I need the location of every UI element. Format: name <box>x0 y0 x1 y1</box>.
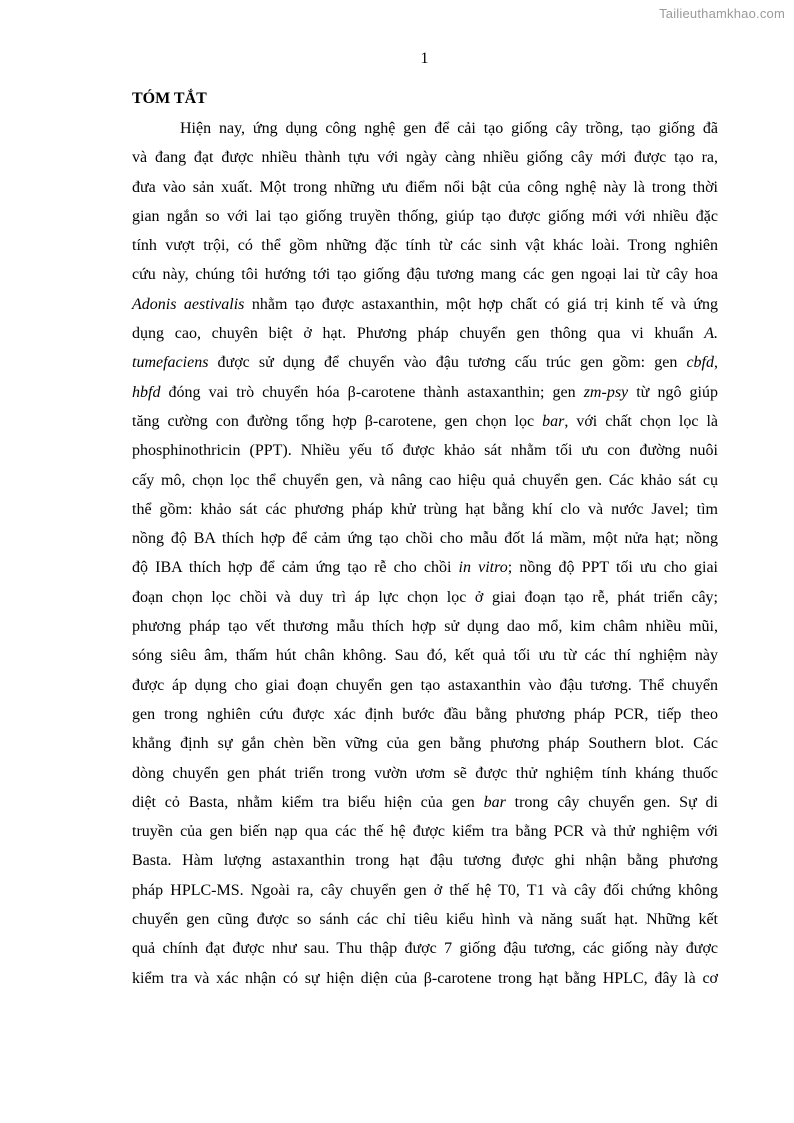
text-line <box>132 407 718 436</box>
italic-term: A. <box>704 325 718 343</box>
text-segment: phosphinothricin (PPT). Nhiều yếu tố được khảo sát nhằm tối ưu con đường nuôi <box>132 442 718 460</box>
text-line <box>132 964 718 993</box>
text-line <box>132 641 718 670</box>
italic-term: tumefaciens <box>132 354 209 372</box>
text-segment: Hiện nay, ứng dụng công nghệ gen để cải tạo giống cây trồng, tạo giống đã <box>180 120 718 137</box>
text-segment: dụng cao, chuyên biệt ở hạt. Phương pháp chuyển gen thông qua vi khuẩn <box>132 325 705 343</box>
text-line <box>132 260 718 289</box>
text-segment: và đang đạt được nhiều thành tựu với ngày càng nhiều giống cây mới được tạo ra, <box>132 149 718 167</box>
text-segment: phương pháp tạo vết thương mẫu thích hợp sử dụng dao mổ, kim châm nhiều mũi, <box>132 618 718 636</box>
text-line <box>132 934 718 963</box>
text-line <box>132 583 718 612</box>
text-line <box>132 202 718 231</box>
text-segment: chuyển gen cũng được so sánh các chỉ tiêu kiểu hình và năng suất hạt. Những kết <box>132 911 718 929</box>
text-segment: nhằm tạo được astaxanthin, một hợp chất có giá trị kinh tế và ứng <box>244 295 718 313</box>
text-line <box>132 817 718 846</box>
text-segment: trong cây chuyển gen. Sự di <box>505 793 719 811</box>
italic-term: Adonis aestivalis <box>132 295 245 313</box>
text-line <box>132 729 718 758</box>
text-segment: nồng độ BA thích hợp để cảm ứng tạo chồi cho mẫu đốt lá mầm, một nửa hạt; nồng <box>132 530 718 548</box>
text-line <box>132 378 718 407</box>
text-segment: pháp HPLC-MS. Ngoài ra, cây chuyển gen ở thế hệ T0, T1 và cây đối chứng không <box>132 881 718 899</box>
watermark-text: Tailieuthamkhao.com <box>659 6 785 21</box>
text-segment: sóng siêu âm, thấm hút chân không. Sau đó, kết quả tối ưu từ các thí nghiệm này <box>132 647 718 665</box>
section-heading: TÓM TẮT <box>132 90 207 107</box>
text-segment: thể gồm: khảo sát các phương pháp khử trùng hạt bằng khí clo và nước Javel; tìm <box>132 500 718 518</box>
text-segment: gian ngắn so với lai tạo giống truyền thống, giúp tạo được giống mới với nhiều đặc <box>132 207 718 225</box>
text-segment: , với chất chọn lọc là <box>564 412 719 430</box>
text-line <box>132 495 718 524</box>
abstract-body <box>132 114 718 993</box>
text-segment: khẳng định sự gắn chèn bền vững của gen bằng phương pháp Southern blot. Các <box>132 735 718 753</box>
text-segment: Basta. Hàm lượng astaxanthin trong hạt đậu tương được ghi nhận bằng phương <box>132 852 718 870</box>
page-number: 1 <box>420 50 429 67</box>
text-segment: tăng cường con đường tổng hợp β-carotene, gen chọn lọc <box>132 412 543 430</box>
text-line <box>132 788 718 817</box>
italic-term: hbfd <box>132 383 161 401</box>
text-segment: ; nồng độ PPT tối ưu cho giai <box>507 559 719 577</box>
text-segment: đưa vào sản xuất. Một trong những ưu điểm nổi bật của công nghệ này là trong thời <box>132 178 718 196</box>
text-segment: được áp dụng cho giai đoạn chuyển gen tạo astaxanthin vào đậu tương. Thể chuyển <box>132 676 718 694</box>
text-segment: truyền của gen biến nạp qua các thế hệ được kiểm tra bằng PCR và thử nghiệm với <box>132 823 718 841</box>
text-segment: độ IBA thích hợp để cảm ứng tạo rễ cho chồi <box>132 559 459 577</box>
text-segment: diệt cỏ Basta, nhằm kiểm tra biểu hiện của gen <box>132 793 484 811</box>
text-segment: dòng chuyển gen phát triển trong vườn ươm sẽ được thử nghiệm tính kháng thuốc <box>132 764 718 782</box>
text-segment: cấy mô, chọn lọc thể chuyển gen, và nâng cao hiệu quả chuyển gen. Các khảo sát cụ <box>132 471 718 489</box>
text-line <box>132 553 718 582</box>
text-segment: được sử dụng để chuyển vào đậu tương cấu trúc gen gồm: gen <box>208 354 687 372</box>
text-segment: tính vượt trội, có thể gồm những đặc tính từ các sinh vật khác loài. Trong nghiên <box>132 237 718 255</box>
text-segment: đóng vai trò chuyển hóa β-carotene thành astaxanthin; gen <box>160 383 584 401</box>
italic-term: cbfd <box>686 354 714 372</box>
italic-term: zm-psy <box>583 383 629 401</box>
italic-term: bar <box>483 793 506 811</box>
italic-term: bar <box>542 412 565 430</box>
text-line <box>132 319 718 348</box>
text-segment: gen trong nghiên cứu được xác định bước đầu bằng phương pháp PCR, tiếp theo <box>132 705 718 723</box>
text-line <box>132 876 718 905</box>
text-line <box>132 700 718 729</box>
text-line <box>132 290 718 319</box>
text-line <box>132 348 718 377</box>
text-line <box>132 436 718 465</box>
text-line <box>132 466 718 495</box>
text-line <box>132 671 718 700</box>
text-line <box>132 905 718 934</box>
italic-term: in vitro <box>458 559 508 577</box>
text-segment: , <box>714 354 718 372</box>
text-line <box>132 524 718 553</box>
text-line <box>132 143 718 172</box>
text-line <box>132 114 718 143</box>
text-line <box>132 846 718 875</box>
text-segment: kiểm tra và xác nhận có sự hiện diện của β-carotene trong hạt bằng HPLC, đây là cơ <box>132 969 718 987</box>
text-line <box>132 612 718 641</box>
text-segment: từ ngô giúp <box>628 383 719 401</box>
text-segment: cứu này, chúng tôi hướng tới tạo giống đậu tương mang các gen ngoại lai từ cây hoa <box>132 266 718 284</box>
text-segment: quả chính đạt được như sau. Thu thập được 7 giống đậu tương, các giống này được <box>132 940 718 958</box>
text-line <box>132 759 718 788</box>
text-line <box>132 231 718 260</box>
text-line <box>132 173 718 202</box>
text-segment: đoạn chọn lọc chồi và duy trì áp lực chọn lọc ở giai đoạn tạo rễ, phát triển cây; <box>132 588 718 606</box>
